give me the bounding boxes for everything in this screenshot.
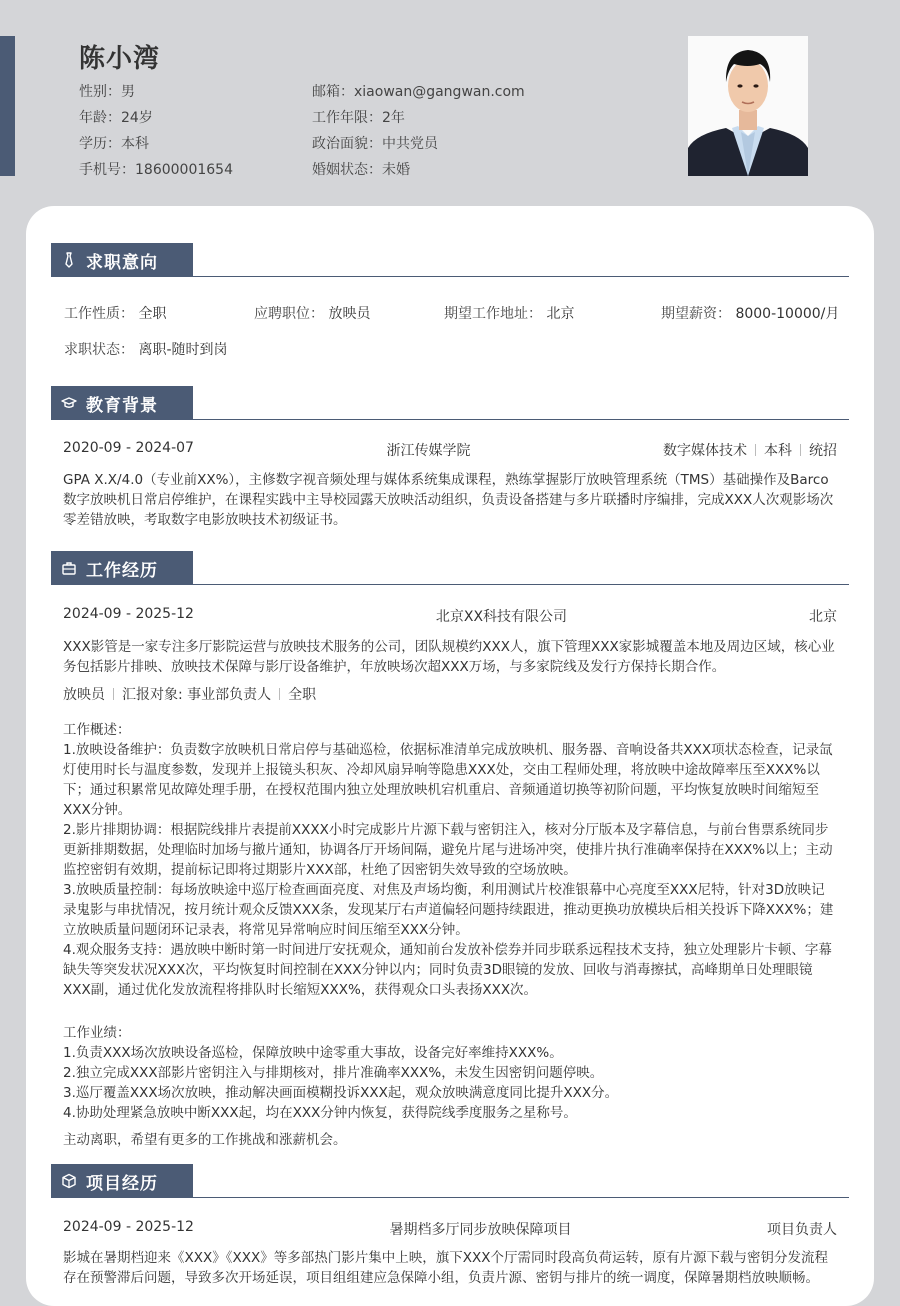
- cube-icon: [61, 1173, 77, 1189]
- work-achievements: [63, 1023, 837, 1123]
- education-description: GPA X.X/4.0（专业前XX%），主修数字视音频处理与媒体系统集成课程，熟练掌握影厅放映管理系统（TMS）基础操作及Barco数字放映机日常启停维护，在课程实践中主导校园露天放映活动组织，负责设备搭建与多片联播时序编排，完成XXX人次观影场次零差错放映，考取数字电影放映技术初级证书。: [63, 472, 834, 528]
- work-report: 汇报对象: 事业部负责人: [122, 687, 272, 703]
- section-tab: [51, 551, 193, 585]
- email-field: 邮箱：xiaowan@gangwan.com: [312, 84, 525, 100]
- section-header: [51, 1164, 849, 1198]
- school-name: 浙江传媒学院: [386, 443, 471, 459]
- marital-field: 婚姻状态：未婚: [312, 162, 410, 178]
- job-type-value: 全职: [138, 306, 167, 322]
- job-status-label: 求职状态：: [64, 342, 134, 358]
- graduation-cap-icon: [61, 395, 77, 411]
- project-name: 暑期档多厅同步放映保障项目: [389, 1222, 572, 1238]
- phone-field: 手机号：18600001654: [79, 162, 233, 178]
- gender-field: 性别：男: [79, 84, 135, 100]
- section-header: [51, 243, 849, 277]
- overview-item: 2.影片排期协调：根据院线排片表提前XXXX小时完成影片片源下载与密钥注入，核对分厅版本及字幕信息，与前台售票系统同步更新排期数据，处理临时加场与撤片通知，协调各厅开场间隔，避免片尾与进场冲突，使排片执行准确率保持在XXX%以上；主动监控密钥有效期，提前标记即将过期影片XXX部，杜绝了因密钥失效导致的空场放映。: [63, 822, 833, 878]
- resume-card: [26, 206, 874, 1306]
- study-mode: 统招: [808, 443, 837, 459]
- work-years-field: 工作年限：2年: [312, 110, 405, 126]
- tie-icon: [61, 252, 77, 268]
- job-status: [64, 339, 228, 359]
- job-position: [254, 303, 370, 323]
- work-jobtype: 全职: [288, 687, 317, 703]
- achievement-item: 4.协助处理紧急放映中断XXX起，均在XXX分钟内恢复，获得院线季度服务之星称号。: [63, 1105, 577, 1121]
- candidate-name: 陈小湾: [79, 44, 161, 74]
- job-location-label: 期望工作地址：: [444, 306, 542, 322]
- work-tags: [63, 684, 316, 704]
- section-tab: [51, 243, 193, 277]
- age-field: 年龄：24岁: [79, 110, 153, 126]
- project-role: 项目负责人: [766, 1222, 837, 1238]
- job-salary: [661, 303, 839, 323]
- project-period: 2024-09 - 2025-12: [63, 1219, 194, 1235]
- project-description: 影城在暑期档迎来《XXX》《XXX》等多部热门影片集中上映，旗下XXX个厅需同时段高负荷运转，原有片源下载与密钥分发流程存在预警滞后问题，导致多次开场延误，项目组组建应急保障小组，负责片源、密钥与排片的统一调度，保障暑期档放映顺畅。: [63, 1250, 828, 1286]
- work-city: 北京: [808, 609, 837, 625]
- achievement-item: 1.负责XXX场次放映设备巡检，保障放映中途零重大事故，设备完好率维持XXX%。: [63, 1045, 563, 1061]
- politics-field: 政治面貌：中共党员: [312, 136, 438, 152]
- work-row: [63, 606, 837, 626]
- section-tab: [51, 386, 193, 420]
- section-work: [51, 551, 849, 1151]
- profile-photo: [688, 36, 808, 176]
- job-salary-label: 期望薪资：: [661, 306, 731, 322]
- education-period: 2020-09 - 2024-07: [63, 440, 194, 456]
- education-field: 学历：本科: [79, 136, 149, 152]
- section-title: 工作经历: [86, 560, 158, 581]
- work-role: 放映员: [63, 687, 105, 703]
- leave-reason: 主动离职，希望有更多的工作挑战和涨薪机会。: [63, 1132, 347, 1148]
- overview-item: 3.放映质量控制：每场放映途中巡厅检查画面亮度、对焦及声场均衡，利用测试片校准银幕中心亮度至XXX尼特，针对3D放映记录鬼影与串扰情况，按月统计观众反馈XXX条，发现某厅右声道偏轻问题持续跟进，推动更换功放模块后相关投诉下降XXX%；建立放映质量问题闭环记录表，将常见异常响应时间压缩至XXX分钟。: [63, 882, 834, 938]
- job-type-label: 工作性质：: [64, 306, 134, 322]
- section-title: 求职意向: [86, 252, 158, 273]
- job-salary-value: 8000-10000/月: [735, 306, 840, 322]
- job-location: [444, 303, 574, 323]
- section-title: 项目经历: [86, 1173, 158, 1194]
- education-details: [663, 440, 837, 460]
- job-position-label: 应聘职位：: [254, 306, 324, 322]
- overview-title: 工作概述：: [63, 722, 131, 738]
- education-row: [63, 440, 837, 460]
- profile-info-left: [79, 82, 233, 186]
- achievement-item: 2.独立完成XXX部影片密钥注入与排期核对，排片准确率XXX%，未发生因密钥问题停映。: [63, 1065, 604, 1081]
- degree: 本科: [763, 443, 792, 459]
- section-title: 教育背景: [86, 395, 158, 416]
- achievement-item: 3.巡厅覆盖XXX场次放映，推动解决画面模糊投诉XXX起，观众放映满意度同比提升XXX分。: [63, 1085, 619, 1101]
- project-row: [63, 1219, 837, 1239]
- overview-item: 1.放映设备维护：负责数字放映机日常启停与基础巡检，依据标准清单完成放映机、服务器、音响设备共XXX项状态检查，记录氙灯使用时长与温度参数，发现并上报镜头积灰、冷却风扇异响等隐患XXX处，交由工程师处理，将放映中途故障率压至XXX%以下；通过积累常见故障处理手册，在授权范围内独立处理放映机宕机重启、音频通道切换等初阶问题，平均恢复放映时间缩短至XXX分钟。: [63, 742, 833, 818]
- achievements-title: 工作业绩：: [63, 1025, 131, 1041]
- section-header: [51, 386, 849, 420]
- header-accent-bar: [0, 36, 15, 176]
- job-position-value: 放映员: [328, 306, 371, 322]
- section-job-intent: [51, 243, 849, 363]
- section-tab: [51, 1164, 193, 1198]
- work-overview: [63, 720, 837, 1000]
- briefcase-icon: [61, 560, 77, 576]
- section-header: [51, 551, 849, 585]
- work-period: 2024-09 - 2025-12: [63, 606, 194, 622]
- overview-item: 4.观众服务支持：遇放映中断时第一时间进厅安抚观众，通知前台发放补偿券并同步联系远程技术支持，独立处理影片卡顿、字幕缺失等突发状况XXX次，平均恢复时间控制在XXX分钟以内；同时负责3D眼镜的发放、回收与消毒擦拭，高峰期单日处理眼镜XXX副，通过优化发放流程将排队时长缩短XXX%，获得观众口头表扬XXX次。: [63, 942, 832, 998]
- section-education: [51, 386, 849, 536]
- job-status-value: 离职-随时到岗: [138, 342, 228, 358]
- section-project: [51, 1164, 849, 1284]
- job-type: [64, 303, 166, 323]
- company-intro: XXX影管是一家专注多厅影院运营与放映技术服务的公司，团队规模约XXX人，旗下管理XXX家影城覆盖本地及周边区域，核心业务包括影片排映、放映技术保障与影厅设备维护，年放映场次超XXX万场，与多家院线及发行方保持长期合作。: [63, 639, 835, 675]
- job-location-value: 北京: [546, 306, 575, 322]
- major: 数字媒体技术: [662, 443, 747, 459]
- company-name: 北京XX科技有限公司: [435, 609, 568, 625]
- profile-info-right: [312, 82, 525, 186]
